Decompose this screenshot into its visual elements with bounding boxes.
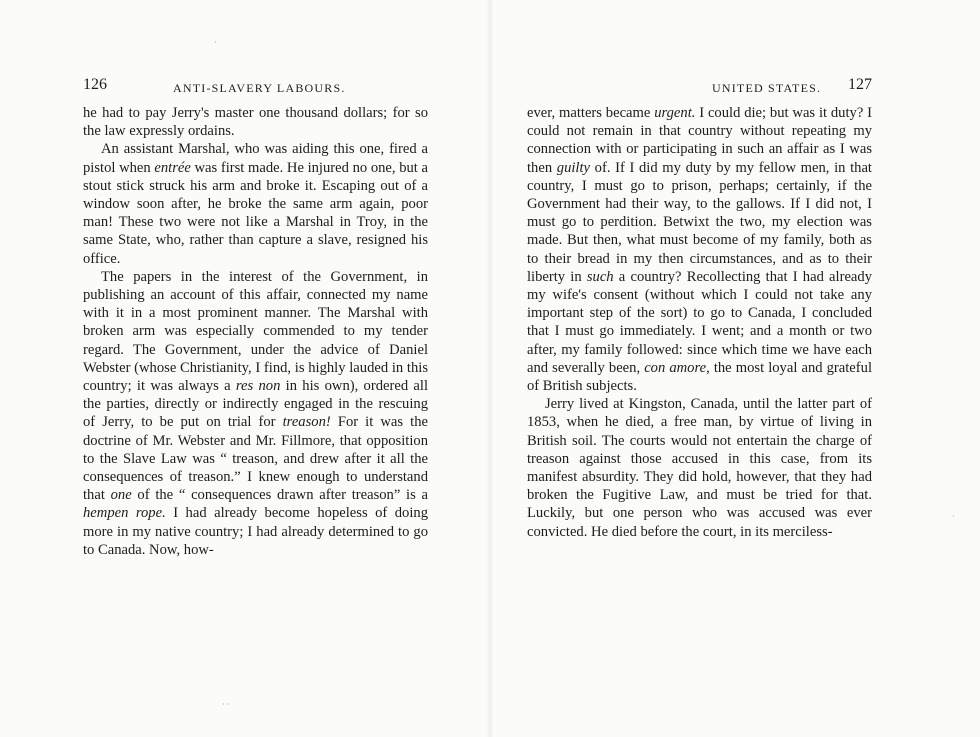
paragraph [527, 395, 872, 541]
paper-speck: · [214, 38, 217, 47]
text-run: The papers in the interest of the Government, in publishing an account of this affair, connected my name with it in a most prominent manner. The Marshal with broken arm was especially commended to my tender regard. The Government, under the advice of Daniel Webster (whose Christianity, I find, is highly lauded in this country; it was always a [83, 268, 428, 395]
left-page-body [83, 104, 428, 559]
text-run: he had to pay Jerry's master one thousand dollars; for so the law expressly ordains. [83, 105, 428, 140]
italic-text: such [586, 268, 614, 285]
text-run: Jerry lived at Kingston, Canada, until the latter part of 1853, when he died, a free man, by virtue of living in British soil. The courts would not entertain the charge of treason against those accused in this case, from its manifest absurdity. They did hold, however, that they had broken the Fugitive Law, and must be tried for that. Luckily, but one person who was accused was ever convicted. He died before the court, in its merciless- [527, 396, 872, 540]
page-number: 127 [848, 76, 872, 93]
text-run: I had already become hopeless of doing more in my native country; I had already determined to go to Canada. Now, how- [83, 505, 429, 558]
left-page-header [83, 78, 428, 100]
text-run: in his own), ordered all the parties, directly or indirectly engaged in the rescuing of Jerry, to be put on trial for [83, 378, 428, 431]
italic-text: entrée [154, 159, 191, 176]
text-run: was first made. He injured no one, but a stout stick struck his arm and broke it. Escaping out of a window soon after, he broke the same arm again, poor man! These two were not like a Marshal in Troy, in the same State, who, rather than capture a slave, resigned his office. [83, 159, 428, 267]
italic-text: treason! [282, 414, 331, 431]
right-page [490, 0, 980, 737]
running-head: UNITED STATES. [712, 81, 822, 95]
paper-speck: · · [222, 700, 230, 709]
text-run: of the “ consequences drawn after treason” is a [131, 487, 428, 504]
paragraph [527, 104, 872, 395]
italic-text: con amore, [644, 359, 710, 376]
italic-text: res non [235, 378, 281, 395]
paragraph [83, 140, 428, 267]
italic-text: one [110, 487, 132, 504]
text-run: the most loyal and grateful of British subjects. [527, 359, 872, 395]
right-page-body [527, 104, 872, 541]
italic-text: guilty [556, 159, 591, 176]
text-run: a country? Recollecting that I had already my wife's consent (without which I could not take any important step of the sort) to go to Canada, I concluded that I must go immediately. I went; and a month or two after, my family followed: since which time we have each and severally been, [527, 268, 872, 376]
italic-text: hempen rope. [83, 505, 166, 522]
right-page-header [527, 78, 872, 100]
page-number: 126 [83, 76, 107, 93]
running-head: ANTI-SLAVERY LABOURS. [173, 81, 346, 95]
text-run: ever, matters became [527, 105, 655, 121]
paragraph [83, 268, 428, 559]
text-run: An assistant Marshal, who was aiding this one, fired a pistol when [83, 141, 428, 176]
paper-speck: · [952, 512, 955, 521]
paragraph [83, 104, 428, 140]
text-run: I could die; but was it duty? I could not remain in that country without repeating my connection with or participating in such an affair as I was then [527, 105, 872, 176]
text-run: of. If I did my duty by my fellow men, in that country, I must go to prison, perhaps; certainly, if the Government had their way, to the gallows. If I did not, I must go to perdition. Betwixt the two, my election was made. But then, what must become of my family, both as to their bread in my then circumstances, and as to their liberty in [527, 159, 872, 285]
text-run: For it was the doctrine of Mr. Webster and Mr. Fillmore, that opposition to the Slave Law was “ treason, and drew after it all the consequences of treason.” I knew enough to understand that [83, 414, 428, 504]
italic-text: urgent. [654, 105, 696, 121]
